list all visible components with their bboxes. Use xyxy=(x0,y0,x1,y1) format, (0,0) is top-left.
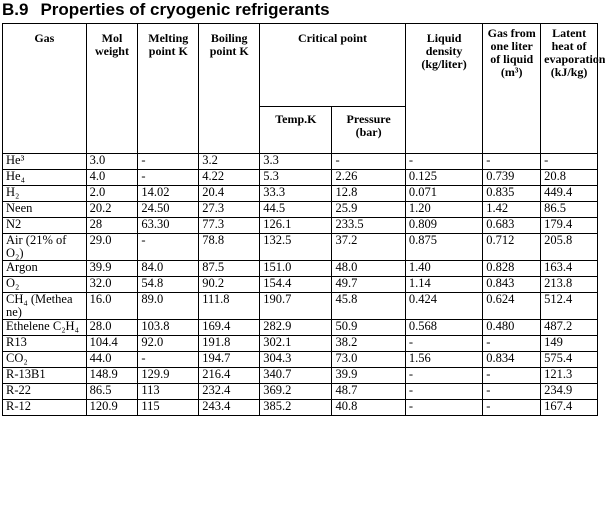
cell-gas: Air (21% of O₂) xyxy=(3,234,87,261)
cell-critical-pressure: 49.7 xyxy=(332,277,405,293)
cell-gas: N2 xyxy=(3,218,87,234)
table-row xyxy=(3,400,598,416)
cell-boiling-point: 243.4 xyxy=(199,400,260,416)
cell-gas-from-liquid: 0.834 xyxy=(483,352,541,368)
cell-melting-point: 14.02 xyxy=(138,186,199,202)
cell-liquid-density: 0.809 xyxy=(405,218,482,234)
table-row xyxy=(3,234,598,261)
cell-boiling-point: 90.2 xyxy=(199,277,260,293)
cell-latent-heat: 163.4 xyxy=(541,261,598,277)
table-row xyxy=(3,170,598,186)
cell-mol-weight: 104.4 xyxy=(86,336,138,352)
header-gas-from-liquid: Gas from one liter of liquid (m³) xyxy=(483,24,541,154)
cell-gas: Neen xyxy=(3,202,87,218)
cell-gas-from-liquid: 0.828 xyxy=(483,261,541,277)
cell-gas-from-liquid: - xyxy=(483,154,541,170)
cell-gas: O₂ xyxy=(3,277,87,293)
cell-boiling-point: 169.4 xyxy=(199,320,260,336)
cell-liquid-density: 0.424 xyxy=(405,293,482,320)
cell-gas-from-liquid: 1.42 xyxy=(483,202,541,218)
cell-liquid-density: - xyxy=(405,368,482,384)
cell-mol-weight: 120.9 xyxy=(86,400,138,416)
cell-gas-from-liquid: 0.624 xyxy=(483,293,541,320)
cell-liquid-density: 0.125 xyxy=(405,170,482,186)
cell-melting-point: 63.30 xyxy=(138,218,199,234)
cell-boiling-point: 27.3 xyxy=(199,202,260,218)
cell-latent-heat: 449.4 xyxy=(541,186,598,202)
cell-boiling-point: 191.8 xyxy=(199,336,260,352)
cell-liquid-density: 1.20 xyxy=(405,202,482,218)
table-row xyxy=(3,352,598,368)
cell-mol-weight: 3.0 xyxy=(86,154,138,170)
cell-critical-temp: 3.3 xyxy=(260,154,332,170)
cell-mol-weight: 39.9 xyxy=(86,261,138,277)
cell-boiling-point: 77.3 xyxy=(199,218,260,234)
cell-boiling-point: 111.8 xyxy=(199,293,260,320)
cell-critical-temp: 151.0 xyxy=(260,261,332,277)
cell-gas: Argon xyxy=(3,261,87,277)
cell-gas-from-liquid: 0.712 xyxy=(483,234,541,261)
header-liquid-density: Liquid density (kg/liter) xyxy=(405,24,482,154)
cell-mol-weight: 32.0 xyxy=(86,277,138,293)
table-row xyxy=(3,154,598,170)
cell-gas-from-liquid: 0.739 xyxy=(483,170,541,186)
table-row xyxy=(3,320,598,336)
cell-latent-heat: 86.5 xyxy=(541,202,598,218)
cell-gas: Ethelene C₂H₄ xyxy=(3,320,87,336)
cell-critical-temp: 385.2 xyxy=(260,400,332,416)
cell-melting-point: 84.0 xyxy=(138,261,199,277)
cell-critical-pressure: - xyxy=(332,154,405,170)
table-row xyxy=(3,293,598,320)
cell-mol-weight: 29.0 xyxy=(86,234,138,261)
cell-melting-point: 113 xyxy=(138,384,199,400)
cell-critical-temp: 369.2 xyxy=(260,384,332,400)
cell-boiling-point: 20.4 xyxy=(199,186,260,202)
cell-critical-temp: 304.3 xyxy=(260,352,332,368)
cell-latent-heat: 121.3 xyxy=(541,368,598,384)
cell-mol-weight: 28.0 xyxy=(86,320,138,336)
cell-critical-pressure: 48.7 xyxy=(332,384,405,400)
cell-gas-from-liquid: - xyxy=(483,384,541,400)
cell-melting-point: 89.0 xyxy=(138,293,199,320)
section-heading: Properties of cryogenic refrigerants xyxy=(40,0,330,19)
cell-latent-heat: 179.4 xyxy=(541,218,598,234)
cell-gas: CO₂ xyxy=(3,352,87,368)
header-melting-point: Melting point K xyxy=(138,24,199,154)
cell-mol-weight: 4.0 xyxy=(86,170,138,186)
cell-critical-temp: 33.3 xyxy=(260,186,332,202)
header-mol-weight: Mol weight xyxy=(86,24,138,154)
cell-melting-point: 115 xyxy=(138,400,199,416)
cell-critical-pressure: 25.9 xyxy=(332,202,405,218)
cell-liquid-density: 0.875 xyxy=(405,234,482,261)
cell-boiling-point: 3.2 xyxy=(199,154,260,170)
cell-latent-heat: 487.2 xyxy=(541,320,598,336)
cell-melting-point: 92.0 xyxy=(138,336,199,352)
cell-critical-pressure: 2.26 xyxy=(332,170,405,186)
cell-critical-pressure: 233.5 xyxy=(332,218,405,234)
cell-critical-temp: 302.1 xyxy=(260,336,332,352)
cell-liquid-density: 1.56 xyxy=(405,352,482,368)
cell-boiling-point: 194.7 xyxy=(199,352,260,368)
cell-gas-from-liquid: 0.480 xyxy=(483,320,541,336)
cell-gas-from-liquid: 0.835 xyxy=(483,186,541,202)
cell-boiling-point: 216.4 xyxy=(199,368,260,384)
cell-critical-temp: 154.4 xyxy=(260,277,332,293)
cell-liquid-density: 1.40 xyxy=(405,261,482,277)
header-latent-heat: Latent heat of evaporation (kJ/kg) xyxy=(541,24,598,154)
cell-mol-weight: 28 xyxy=(86,218,138,234)
cell-boiling-point: 4.22 xyxy=(199,170,260,186)
cell-critical-temp: 132.5 xyxy=(260,234,332,261)
cell-critical-pressure: 12.8 xyxy=(332,186,405,202)
cell-critical-temp: 190.7 xyxy=(260,293,332,320)
cell-liquid-density: - xyxy=(405,384,482,400)
cell-liquid-density: - xyxy=(405,400,482,416)
cell-liquid-density: - xyxy=(405,154,482,170)
cell-melting-point: - xyxy=(138,352,199,368)
table-row xyxy=(3,277,598,293)
cell-gas-from-liquid: - xyxy=(483,400,541,416)
cell-gas-from-liquid: 0.843 xyxy=(483,277,541,293)
cell-latent-heat: 213.8 xyxy=(541,277,598,293)
cell-gas-from-liquid: - xyxy=(483,336,541,352)
cell-liquid-density: - xyxy=(405,336,482,352)
cell-boiling-point: 232.4 xyxy=(199,384,260,400)
header-critical-point: Critical point xyxy=(260,24,406,107)
cell-latent-heat: 575.4 xyxy=(541,352,598,368)
cell-mol-weight: 86.5 xyxy=(86,384,138,400)
cell-liquid-density: 0.071 xyxy=(405,186,482,202)
cell-mol-weight: 148.9 xyxy=(86,368,138,384)
cell-gas: R-12 xyxy=(3,400,87,416)
table-row xyxy=(3,186,598,202)
cell-gas: He₄ xyxy=(3,170,87,186)
cell-critical-temp: 126.1 xyxy=(260,218,332,234)
table-row xyxy=(3,336,598,352)
cell-gas: He³ xyxy=(3,154,87,170)
header-row xyxy=(3,24,598,107)
cell-critical-pressure: 39.9 xyxy=(332,368,405,384)
cell-latent-heat: 234.9 xyxy=(541,384,598,400)
table-row xyxy=(3,218,598,234)
table-row xyxy=(3,368,598,384)
cell-boiling-point: 87.5 xyxy=(199,261,260,277)
cell-melting-point: - xyxy=(138,170,199,186)
cell-mol-weight: 16.0 xyxy=(86,293,138,320)
cell-gas-from-liquid: 0.683 xyxy=(483,218,541,234)
cell-mol-weight: 44.0 xyxy=(86,352,138,368)
cell-melting-point: 24.50 xyxy=(138,202,199,218)
cell-melting-point: 54.8 xyxy=(138,277,199,293)
cell-gas: H₂ xyxy=(3,186,87,202)
header-critical-temp: Temp.K xyxy=(260,107,332,154)
cell-latent-heat: 512.4 xyxy=(541,293,598,320)
table-row xyxy=(3,261,598,277)
header-gas: Gas xyxy=(3,24,87,154)
header-boiling-point: Boiling point K xyxy=(199,24,260,154)
cell-critical-pressure: 48.0 xyxy=(332,261,405,277)
cell-melting-point: 103.8 xyxy=(138,320,199,336)
cell-latent-heat: 149 xyxy=(541,336,598,352)
header-critical-pressure: Pressure (bar) xyxy=(332,107,405,154)
cell-liquid-density: 0.568 xyxy=(405,320,482,336)
cell-critical-temp: 5.3 xyxy=(260,170,332,186)
cell-critical-pressure: 37.2 xyxy=(332,234,405,261)
cell-latent-heat: - xyxy=(541,154,598,170)
cell-melting-point: - xyxy=(138,154,199,170)
cell-critical-pressure: 40.8 xyxy=(332,400,405,416)
cell-melting-point: - xyxy=(138,234,199,261)
cell-critical-pressure: 50.9 xyxy=(332,320,405,336)
cell-mol-weight: 20.2 xyxy=(86,202,138,218)
cell-gas-from-liquid: - xyxy=(483,368,541,384)
cell-critical-temp: 44.5 xyxy=(260,202,332,218)
cell-critical-pressure: 73.0 xyxy=(332,352,405,368)
table-row xyxy=(3,202,598,218)
cell-critical-pressure: 38.2 xyxy=(332,336,405,352)
section-title xyxy=(2,0,330,22)
cell-mol-weight: 2.0 xyxy=(86,186,138,202)
cell-melting-point: 129.9 xyxy=(138,368,199,384)
cell-liquid-density: 1.14 xyxy=(405,277,482,293)
cell-gas: R-13B1 xyxy=(3,368,87,384)
cell-critical-temp: 340.7 xyxy=(260,368,332,384)
cell-latent-heat: 167.4 xyxy=(541,400,598,416)
cell-latent-heat: 20.8 xyxy=(541,170,598,186)
refrigerant-properties-table xyxy=(2,23,605,416)
cell-latent-heat: 205.8 xyxy=(541,234,598,261)
cell-gas: R13 xyxy=(3,336,87,352)
cell-critical-pressure: 45.8 xyxy=(332,293,405,320)
table-row xyxy=(3,384,598,400)
cell-boiling-point: 78.8 xyxy=(199,234,260,261)
cell-gas: R-22 xyxy=(3,384,87,400)
cell-gas: CH₄ (Methea ne) xyxy=(3,293,87,320)
cell-critical-temp: 282.9 xyxy=(260,320,332,336)
section-number: B.9 xyxy=(2,0,29,19)
